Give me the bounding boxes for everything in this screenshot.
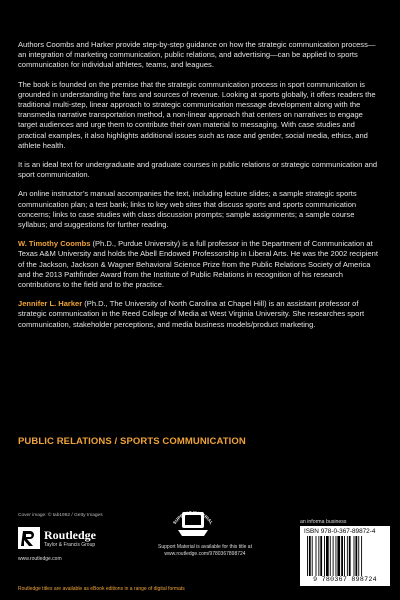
support-material-note [150, 544, 260, 557]
blurb-paragraph-3: It is an ideal text for undergraduate and graduate courses in public relations or strategic communication and sport communication. [18, 160, 378, 180]
author-bio: (Ph.D., Purdue University) is a full professor in the Department of Communication at Texas A&M University and holds the Abell Endowed Professorship in Liberal Arts. He was the 2002 recipient of the Jackson, Jackson & Wagner Behavioral Science Prize from the Public Relations Society of America and the 2013 Pathfinder Award from the Institute of Public Relations in recognition of his research contributions to the field and to the practice. [18, 239, 378, 290]
publisher-name: Routledge [44, 528, 96, 542]
support-note-url: www.routledge.com/9780367898724 [164, 550, 246, 557]
ebook-note: Routledge titles are available as eBook editions in a range of digital formats [18, 586, 185, 592]
routledge-logo-icon [18, 527, 40, 549]
author-bio-harker [18, 299, 382, 330]
support-note-line: Support Material is available for this title at [158, 544, 252, 550]
support-material-badge-icon [168, 508, 218, 542]
cover-image-credit: Cover image: © tab1962 / Getty Images [18, 513, 103, 518]
barcode-bars-icon [306, 536, 386, 576]
author-bio: (Ph.D., The University of North Carolina at Chapel Hill) is an assistant professor of strategic communication in the Reed College of Media at West Virginia University. She researches sport communication, stakeholder perceptions, and media business models/product marketing. [18, 299, 365, 329]
isbn-digits: 9 780367 898724 [313, 576, 377, 583]
isbn-label: ISBN 978-0-367-89872-4 [304, 528, 376, 535]
author-bio-coombs [18, 239, 382, 290]
isbn-barcode [300, 526, 390, 586]
publisher-url: www.routledge.com [18, 556, 62, 562]
subject-category: PUBLIC RELATIONS / SPORTS COMMUNICATION [18, 436, 246, 447]
blurb-paragraph-2: The book is founded on the premise that the strategic communication process in sport communication is grounded in understanding the fans and sources of revenue. Looking at sports globally, it offers readers the traditional multi-step, linear approach to strategic communication message development along with the transmedia narrative transportation method, a non-linear approach that centers on narratives to engage target audiences and urge them to contribute their own material to messaging. With case studies and practical examples, it also highlights additional issues such as race and gender, social media, ethics, and athlete health. [18, 79, 376, 150]
blurb-paragraph-4: An online instructor’s manual accompanies the text, including lecture slides; a sample strategic sports communication plan; a test bank; links to key web sites that discuss sports and sports communication concerns; links to case studies with class discussion prompts; sample assignments; a sample course syllabus; and suggestions for further reading. [18, 189, 357, 230]
blurb [18, 40, 382, 339]
publisher-logo [18, 525, 128, 562]
publisher-group: Taylor & Francis Group [44, 542, 96, 548]
author-name: W. Timothy Coombs [18, 239, 91, 249]
author-name: Jennifer L. Harker [18, 299, 83, 309]
support-badge-label: SUPPORT MATERIAL [171, 509, 215, 526]
informa-tagline: an informa business [300, 519, 347, 525]
blurb-paragraph-1: Authors Coombs and Harker provide step-by-step guidance on how the strategic communication process—an integration of marketing communication, public relations, and advertising—can be applied to sports communication for individual athletes, teams, and leagues. [18, 40, 376, 70]
